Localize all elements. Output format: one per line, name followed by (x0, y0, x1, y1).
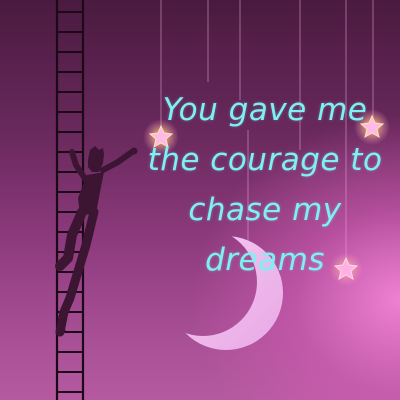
figure-raised-arm (103, 152, 132, 170)
quote-text (140, 85, 390, 285)
quote-line-3: chase my (188, 192, 342, 228)
quote-line-1: You gave me (162, 92, 368, 128)
quote-line-4: dreams (205, 242, 325, 278)
climbing-person-silhouette (56, 146, 138, 336)
figure-raised-hand (131, 148, 138, 155)
quote-line-2: the courage to (147, 142, 383, 178)
